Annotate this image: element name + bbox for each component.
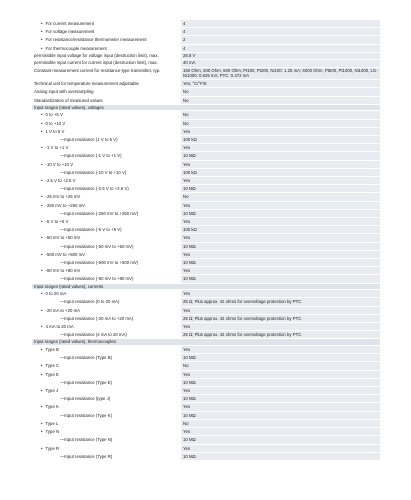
spec-value: 10 MΩ — [181, 412, 380, 419]
spec-value: No — [181, 97, 380, 104]
spec-row — [32, 298, 380, 306]
spec-value: Yes — [181, 251, 380, 258]
spec-row — [32, 185, 380, 193]
spec-row — [32, 453, 380, 461]
spec-value: Yes — [181, 267, 380, 274]
spec-value: 4 — [181, 20, 380, 27]
spec-label: • 0 to +10 V — [32, 120, 181, 127]
spec-value: 2 — [181, 36, 380, 43]
section-header-thermocouples: Input ranges (rated values), thermocouples — [32, 339, 380, 346]
spec-row — [32, 275, 380, 283]
spec-label: • 0 to 20 mA — [32, 290, 181, 297]
spec-value: 28.8 V — [181, 53, 380, 60]
spec-value: 10 MΩ — [181, 395, 380, 402]
general-spec-rows — [32, 20, 380, 105]
spec-row — [32, 315, 380, 323]
spec-row — [32, 395, 380, 403]
spec-value: 40 mA — [181, 60, 380, 67]
spec-label: Analog input with oversampling — [32, 88, 181, 95]
spec-label: • 1 V to 5 V — [32, 128, 181, 135]
spec-value: Yes — [181, 307, 380, 314]
spec-value: Yes — [181, 234, 380, 241]
spec-label: • -500 mV to +500 mV — [32, 251, 181, 258]
spec-row — [32, 161, 380, 169]
spec-row — [32, 20, 380, 28]
spec-row — [32, 362, 380, 370]
spec-row — [32, 36, 380, 44]
spec-value: 25 Ω; Plus approx. 42 ohms for overvoltage protection by PTC — [181, 315, 380, 322]
spec-label: • Type L — [32, 420, 181, 427]
spec-value: 25 Ω; Plus approx. 42 ohms for overvoltage protection by PTC — [181, 331, 380, 338]
spec-value: Yes — [181, 403, 380, 410]
spec-label: — Input resistance (-500 mV to +500 mV) — [32, 259, 181, 266]
spec-value: Yes — [181, 323, 380, 330]
spec-row — [32, 53, 380, 61]
spec-row — [32, 403, 380, 411]
spec-row — [32, 307, 380, 315]
spec-label: • Type J — [32, 387, 181, 394]
spec-row — [32, 445, 380, 453]
spec-row — [32, 60, 380, 68]
spec-row — [32, 331, 380, 339]
spec-label: • Type E — [32, 371, 181, 378]
spec-label: • -80 mV to +80 mV — [32, 267, 181, 274]
spec-label: — Input resistance (-50 mV to +50 mV) — [32, 243, 181, 250]
spec-row — [32, 136, 380, 144]
spec-value: Yes — [181, 161, 380, 168]
spec-row — [32, 354, 380, 362]
spec-value: Yes — [181, 445, 380, 452]
spec-row — [32, 259, 380, 267]
spec-row — [32, 111, 380, 119]
spec-value: 100 kΩ — [181, 169, 380, 176]
spec-row — [32, 193, 380, 201]
section-header-currents: Input ranges (rated values), currents — [32, 284, 380, 291]
spec-value: 10 MΩ — [181, 436, 380, 443]
spec-value: Yes — [181, 144, 380, 151]
spec-row — [32, 379, 380, 387]
spec-label: • For thermocouple measurement — [32, 45, 181, 52]
spec-row — [32, 152, 380, 160]
spec-value: 100 kΩ — [181, 136, 380, 143]
spec-label: • 0 to +5 V — [32, 111, 181, 118]
spec-label: • Type C — [32, 362, 181, 369]
spec-row — [32, 420, 380, 428]
spec-label: — Input resistance (type J) — [32, 395, 181, 402]
spec-label: • Type R — [32, 445, 181, 452]
spec-row — [32, 68, 380, 80]
spec-label: • Type N — [32, 428, 181, 435]
spec-label: — Input resistance (Type K) — [32, 412, 181, 419]
spec-value: 100 kΩ — [181, 226, 380, 233]
spec-row — [32, 202, 380, 210]
spec-label: • 4 mA to 20 mA — [32, 323, 181, 330]
spec-row — [32, 346, 380, 354]
current-range-rows — [32, 290, 380, 339]
spec-label: — Input resistance (-1 V to +1 V) — [32, 152, 181, 159]
spec-row — [32, 210, 380, 218]
spec-label: — Input resistance (-5 V to +5 V) — [32, 226, 181, 233]
spec-row — [32, 120, 380, 128]
spec-label: — Input resistance (1 V to 5 V) — [32, 136, 181, 143]
spec-value: 10 MΩ — [181, 152, 380, 159]
spec-label: — Input resistance (Type B) — [32, 354, 181, 361]
spec-row — [32, 226, 380, 234]
spec-value: 10 MΩ — [181, 379, 380, 386]
spec-row — [32, 218, 380, 226]
spec-row — [32, 267, 380, 275]
spec-label: permissible input current for current input (destruction limit), max. — [32, 60, 181, 67]
spec-row — [32, 412, 380, 420]
spec-label: — Input resistance (Type N) — [32, 436, 181, 443]
spec-value: No — [181, 193, 380, 200]
spec-value: Yes; °C/°F/K — [181, 80, 380, 87]
spec-label: • For resistance/resistance thermometer measurement — [32, 36, 181, 43]
spec-row — [32, 387, 380, 395]
section-header-voltages: Input ranges (rated values), voltages — [32, 105, 380, 112]
spec-row — [32, 144, 380, 152]
spec-value: No — [181, 111, 380, 118]
spec-label: • Type B — [32, 346, 181, 353]
spec-value: Yes — [181, 290, 380, 297]
spec-value: No — [181, 88, 380, 95]
spec-value: Yes — [181, 177, 380, 184]
spec-label: Technical unit for temperature measurement adjustable — [32, 80, 181, 87]
spec-label: Constant measurement current for resistance-type transmitter, typ. — [32, 68, 181, 79]
spec-label: — Input resistance (-250 mV to +250 mV) — [32, 210, 181, 217]
spec-label: • -25 mV to +25 mV — [32, 193, 181, 200]
spec-value: Yes — [181, 346, 380, 353]
spec-row — [32, 45, 380, 53]
spec-value: Yes — [181, 128, 380, 135]
spec-row — [32, 371, 380, 379]
spec-label: Standardization of measured values — [32, 97, 181, 104]
spec-row — [32, 169, 380, 177]
spec-label: — Input resistance (-2.5 V to +2.5 V) — [32, 185, 181, 192]
spec-row — [32, 177, 380, 185]
spec-value: Yes — [181, 371, 380, 378]
spec-label: — Input resistance (Type R) — [32, 453, 181, 460]
spec-label: permissible input voltage for voltage input (destruction limit), max. — [32, 53, 181, 60]
spec-label: • -20 mA to +20 mA — [32, 307, 181, 314]
spec-value: No — [181, 420, 380, 427]
spec-value: Yes — [181, 387, 380, 394]
spec-row — [32, 290, 380, 298]
spec-row — [32, 80, 380, 88]
spec-value: 4 — [181, 28, 380, 35]
spec-value: 25 Ω; Plus approx. 42 ohms for overvoltage protection by PTC — [181, 298, 380, 305]
spec-row — [32, 234, 380, 242]
spec-label: — Input resistance (0 to 20 mA) — [32, 298, 181, 305]
spec-label: — Input resistance (Type E) — [32, 379, 181, 386]
spec-label: • -5 V to +5 V — [32, 218, 181, 225]
spec-row — [32, 251, 380, 259]
spec-value: 150 Ohm, 300 Ohm, 600 Ohm, Pt100, Pt200, Ni100: 1.25 mA; 6000 Ohm, Pt500, Pt1000, Ni1000, LG-Ni1000: 0.625 mA; PTC: 0.472 mA — [181, 68, 380, 79]
spec-value: 10 MΩ — [181, 354, 380, 361]
spec-value: 10 MΩ — [181, 185, 380, 192]
spec-label: • -50 mV to +50 mV — [32, 234, 181, 241]
spec-value: 10 MΩ — [181, 275, 380, 282]
spec-label: — Input resistance (4 mA to 20 mA) — [32, 331, 181, 338]
spec-label: • Type K — [32, 403, 181, 410]
spec-label: — Input resistance (-10 V to +10 V) — [32, 169, 181, 176]
spec-row — [32, 323, 380, 331]
spec-value: Yes — [181, 428, 380, 435]
spec-label: • -2.5 V to +2.5 V — [32, 177, 181, 184]
spec-value: 10 MΩ — [181, 243, 380, 250]
spec-row — [32, 128, 380, 136]
spec-label: • -250 mV to +250 mV — [32, 202, 181, 209]
spec-label: • For voltage measurement — [32, 28, 181, 35]
spec-label: • -1 V to +1 V — [32, 144, 181, 151]
spec-value: 10 MΩ — [181, 259, 380, 266]
spec-value: 4 — [181, 45, 380, 52]
spec-label: • -10 V to +10 V — [32, 161, 181, 168]
spec-row — [32, 88, 380, 96]
spec-label: • For current measurement — [32, 20, 181, 27]
spec-row — [32, 28, 380, 36]
thermocouple-range-rows — [32, 346, 380, 461]
spec-row — [32, 243, 380, 251]
spec-label: — Input resistance (-80 mV to +80 mV) — [32, 275, 181, 282]
spec-value: No — [181, 120, 380, 127]
spec-value: 10 MΩ — [181, 210, 380, 217]
spec-row — [32, 97, 380, 105]
spec-value: No — [181, 362, 380, 369]
spec-sheet — [32, 20, 380, 461]
voltage-range-rows — [32, 111, 380, 283]
spec-row — [32, 436, 380, 444]
spec-value: 10 MΩ — [181, 453, 380, 460]
spec-label: — Input resistance (-20 mA to +20 mA) — [32, 315, 181, 322]
spec-value: Yes — [181, 218, 380, 225]
spec-value: Yes — [181, 202, 380, 209]
spec-row — [32, 428, 380, 436]
